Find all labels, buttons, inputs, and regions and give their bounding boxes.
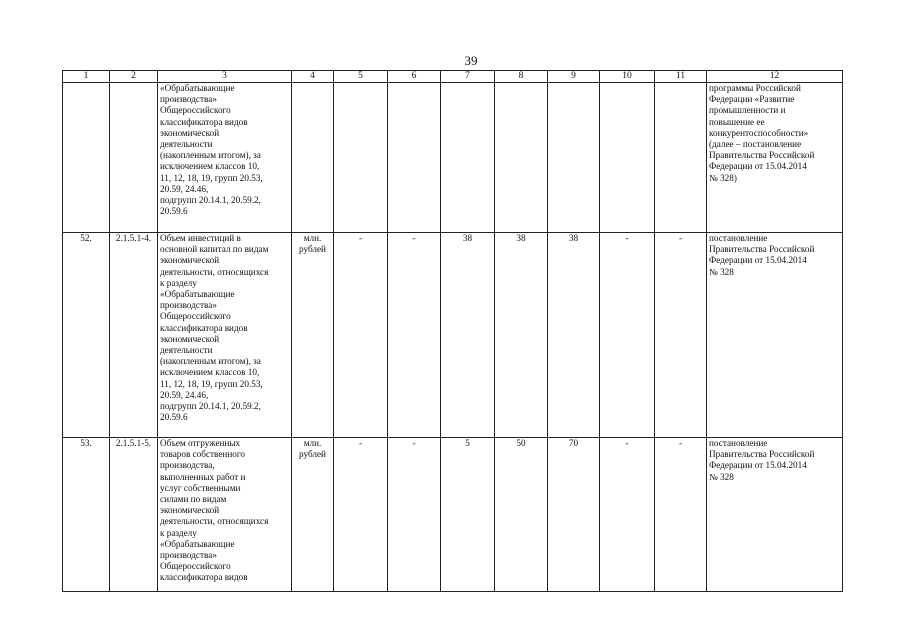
row-number-cell <box>63 83 110 233</box>
column-header: 7 <box>441 71 495 83</box>
indicator-name-cell-line: деятельности <box>160 345 213 356</box>
value-cell-col11: - <box>655 438 707 592</box>
indicator-name-cell-line: исключением классов 10, <box>160 161 260 172</box>
legal-basis-cell-line: Федерации от 15.04.2014 <box>709 161 807 172</box>
indicator-name-cell-line: деятельности, относящихся <box>160 266 269 277</box>
indicator-name-cell-line: производства» <box>160 550 217 561</box>
value-cell-col5: - <box>334 438 388 592</box>
header-row <box>63 71 843 83</box>
value-cell-col10: - <box>600 233 655 438</box>
indicator-name-cell-line: выполненных работ и <box>160 471 246 482</box>
column-header: 9 <box>548 71 600 83</box>
legal-basis-cell <box>707 438 843 592</box>
indicator-name-cell-line: к разделу <box>160 527 197 538</box>
legal-basis-cell-line: постановление <box>709 233 768 243</box>
value-cell-col8: 50 <box>495 438 548 592</box>
value-cell-col5: - <box>334 233 388 438</box>
column-header: 12 <box>707 71 843 83</box>
indicator-name-cell-line: силами по видам <box>160 494 227 505</box>
legal-basis-cell-line: Федерации от 15.04.2014 <box>709 460 807 471</box>
indicator-name-cell-line: Общероссийского <box>160 561 231 572</box>
legal-basis-cell-line: Правительства Российской <box>709 449 815 460</box>
column-header: 11 <box>655 71 707 83</box>
indicator-name-cell-line: производства, <box>160 460 215 471</box>
indicator-code-cell: 2.1.5.1-5. <box>110 438 158 592</box>
value-cell-col10 <box>600 83 655 233</box>
indicator-name-cell-line: «Обрабатывающие <box>160 83 235 93</box>
indicator-name-cell-line: экономической <box>160 333 220 344</box>
value-cell-col10: - <box>600 438 655 592</box>
indicator-name-cell-line: экономической <box>160 505 220 516</box>
indicator-name-cell-line: к разделу <box>160 277 197 288</box>
value-cell-col6 <box>388 83 441 233</box>
indicator-name-cell-line: Объем инвестиций в <box>160 233 241 243</box>
indicator-name-cell-line: подгрупп 20.14.1, 20.59.2, <box>160 401 261 412</box>
table-row <box>63 83 843 233</box>
indicator-name-cell-line: 20.59, 24.46, <box>160 389 209 400</box>
indicator-name-cell-line: 11, 12, 18, 19, групп 20.53, <box>160 378 263 389</box>
legal-basis-cell-line: Федерации от 15.04.2014 <box>709 255 807 266</box>
indicator-name-cell-line: экономической <box>160 127 220 138</box>
indicator-name-cell-line: 20.59, 24.46, <box>160 183 209 194</box>
indicator-name-cell-line: исключением классов 10, <box>160 367 260 378</box>
table-row <box>63 233 843 438</box>
unit-cell-line: млн. <box>303 233 322 243</box>
legal-basis-cell-line: постановление <box>709 438 768 448</box>
column-header: 5 <box>334 71 388 83</box>
indicator-name-cell-line: 11, 12, 18, 19, групп 20.53, <box>160 172 263 183</box>
column-header: 2 <box>110 71 158 83</box>
indicator-name-cell-line: деятельности <box>160 139 213 150</box>
legal-basis-cell-line: конкурентоспособности» <box>709 127 809 138</box>
indicator-name-cell-line: экономической <box>160 255 220 266</box>
legal-basis-cell-line: Федерации «Развитие <box>709 94 795 105</box>
value-cell-col7: 5 <box>441 438 495 592</box>
legal-basis-cell-line: программы Российской <box>709 83 801 93</box>
indicator-name-cell-line: Общероссийского <box>160 105 231 116</box>
value-cell-col9: 70 <box>548 438 600 592</box>
page-number: 39 <box>464 53 478 68</box>
indicator-name-cell-line: (накопленным итогом), за <box>160 150 261 161</box>
indicator-name-cell <box>158 438 292 592</box>
value-cell-col5 <box>334 83 388 233</box>
column-header: 1 <box>63 71 110 83</box>
legal-basis-cell-line: Правительства Российской <box>709 244 815 255</box>
value-cell-col11: - <box>655 233 707 438</box>
value-cell-col7 <box>441 83 495 233</box>
value-cell-col8: 38 <box>495 233 548 438</box>
column-header: 4 <box>292 71 334 83</box>
indicator-name-cell <box>158 233 292 438</box>
data-table <box>62 70 843 592</box>
indicator-name-cell-line: услуг собственными <box>160 482 241 493</box>
indicator-name-cell <box>158 83 292 233</box>
indicator-name-cell-line: 20.59.6 <box>160 206 188 217</box>
legal-basis-cell-line: (далее – постановление <box>709 139 802 150</box>
legal-basis-cell <box>707 233 843 438</box>
unit-cell <box>292 83 334 233</box>
unit-cell-line: млн. <box>303 438 322 448</box>
indicator-name-cell-line: деятельности, относящихся <box>160 516 269 527</box>
legal-basis-cell <box>707 83 843 233</box>
value-cell-col6: - <box>388 438 441 592</box>
indicator-name-cell-line: производства» <box>160 94 217 105</box>
indicator-name-cell-line: Объем отгруженных <box>160 438 241 448</box>
unit-cell <box>292 233 334 438</box>
row-number-cell: 52. <box>63 233 110 438</box>
value-cell-col6: - <box>388 233 441 438</box>
indicator-name-cell-line: классификатора видов <box>160 116 248 127</box>
indicator-name-cell-line: товаров собственного <box>160 449 245 460</box>
indicator-name-cell-line: классификатора видов <box>160 572 248 583</box>
indicator-name-cell-line: основной капитал по видам <box>160 244 269 255</box>
row-number-cell: 53. <box>63 438 110 592</box>
legal-basis-cell-line: № 328) <box>709 172 737 183</box>
value-cell-col8 <box>495 83 548 233</box>
indicator-name-cell-line: производства» <box>160 300 217 311</box>
unit-cell-line: рублей <box>299 449 326 460</box>
column-header: 3 <box>158 71 292 83</box>
value-cell-col9 <box>548 83 600 233</box>
indicator-name-cell-line: классификатора видов <box>160 322 248 333</box>
column-header: 6 <box>388 71 441 83</box>
indicator-name-cell-line: Общероссийского <box>160 311 231 322</box>
unit-cell-line: рублей <box>299 244 326 255</box>
column-header: 8 <box>495 71 548 83</box>
legal-basis-cell-line: повышение ее <box>709 116 765 127</box>
indicator-code-cell <box>110 83 158 233</box>
unit-cell <box>292 438 334 592</box>
value-cell-col7: 38 <box>441 233 495 438</box>
column-header: 10 <box>600 71 655 83</box>
indicator-code-cell: 2.1.5.1-4. <box>110 233 158 438</box>
indicator-name-cell-line: «Обрабатывающие <box>160 289 235 300</box>
indicator-name-cell-line: 20.59.6 <box>160 412 188 423</box>
table-row <box>63 438 843 592</box>
legal-basis-cell-line: Правительства Российской <box>709 150 815 161</box>
indicator-name-cell-line: (накопленным итогом), за <box>160 356 261 367</box>
legal-basis-cell-line: № 328 <box>709 266 734 277</box>
indicator-name-cell-line: подгрупп 20.14.1, 20.59.2, <box>160 195 261 206</box>
legal-basis-cell-line: № 328 <box>709 471 734 482</box>
indicator-name-cell-line: «Обрабатывающие <box>160 538 235 549</box>
value-cell-col11 <box>655 83 707 233</box>
value-cell-col9: 38 <box>548 233 600 438</box>
legal-basis-cell-line: промышленности и <box>709 105 786 116</box>
